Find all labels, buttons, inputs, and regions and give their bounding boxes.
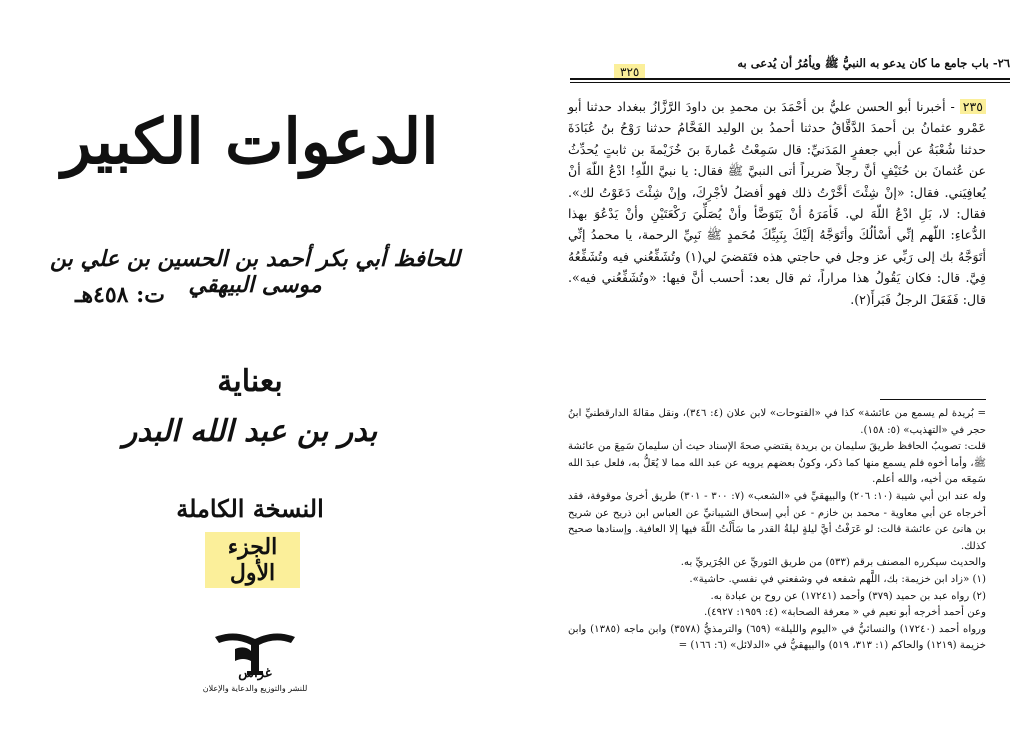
editor-name: بدر بن عبد الله البدر (122, 414, 378, 449)
footnote-item: ورواه أحمد (١٧٢٤٠) والنسائيُّ في «اليوم والليلة» (٦٥٩) والترمذيُّ (٣٥٧٨) وابن ماجه (١٣٨٥) وابن خزيمة (١٢١٩) والحاكم (١: ٣١٣، ٥١٩) والبيهقيُّ في «الدلائل» (٦: ١٦٦) = (568, 623, 986, 652)
death-year: ت: ٤٥٨هـ (75, 282, 165, 308)
footnote-divider (880, 399, 986, 400)
header-rule (570, 78, 1010, 80)
footnotes (568, 406, 986, 655)
footnote-item: (٢) رواه عبد بن حميد (٣٧٩) وأحمد (١٧٢٤١) عن روح بن عبادة به. (710, 590, 986, 602)
footnote-item: (١) «زاد ابن خزيمة: بك، اللَّهم شفعه في وشفعني في نفسي. حاشية». (689, 573, 986, 585)
author-name: للحافظ أبي بكر أحمد بن الحسين بن علي بن موسى البيهقي (50, 246, 460, 298)
header-rule-thin (570, 82, 1010, 83)
edition-label: النسخة الكاملة (176, 494, 324, 523)
footnote-item: والحديث سيكرره المصنف برقم (٥٣٣) من طريق الثوريِّ عن الجُرَيريِّ به. (680, 557, 986, 569)
footnote-item: = بُريدة لم يسمع من عائشة» كذا في «الفتوحات» لابن علان (٤: ٣٤٦)، ونقل مقالةَ الدارقطنيِّ ابنُ حجر في «التهذيب» (٥: ١٥٨). (568, 408, 986, 436)
chapter-header: ٢٦- باب جامع ما كان يدعو به النبيُّ ﷺ ويأمُرُ أن يُدعى به (737, 56, 1010, 70)
publisher-name: غراس (238, 666, 272, 681)
page-number: ٣٢٥ (614, 64, 645, 80)
hadith-text: - أخبرنا أبو الحسن عليُّ بن أحْمَدَ بن محمدِ بن داودَ الرَّزَّازُ ببغداد حدثنا أبو عَمْرو عثمانُ بن أحمدَ الدَّقَّاقُ حدثنا أحمدُ بن الوليد الفَحَّامُ حدثنا رَوْحُ بنُ عُبَادَةَ حدثنا شُعْبَةُ عن أبي جعفرٍ المَدَنيِّ: قال سَمِعْتُ عُمارةَ بنَ خُزَيْمةَ بن ثابتٍ يُحدِّثُ عن عُثمانَ بن حُنَيْفٍ أنَّ رجلاً ضريراً أتى النبيَّ ﷺ فقال: يا نبيَّ اللّهِ! ادْعُ اللّهَ أنْ يُعافِيَني. فقال: «إنْ شِئْتَ أخَّرْتُ ذلك فهو أفضلُ لأجْرِكَ، وإنْ شِئْتَ دَعَوْتُ لك». فقال: لا، بَلِ ادْعُ اللّهَ لي. فَأمَرَهُ أنْ يَتَوَضَّأ وأنْ يُصَلِّيَ رَكْعَتَيْنِ وأنْ يَدْعُوَ بهذا الدُّعاءِ: اللّهم إنِّي أسْألُكَ وأتَوَجَّهُ إلَيْكَ بِنَبِيِّكَ مُحَمدٍ ﷺ نَبِيِّ الرحمة، يا محمدُ إنِّي أتَوَجَّهُ بك إلى رَبِّي عز وجل في حاجتي هذه فتَقضيَ لي(١) وتُشَفِّعُني فيه وتُشَفِّعُهُ فِيَّ. قال: فكان يَقُولُ هذا مراراً، ثم قال بعد: أحسب أنَّ فيها: «وتُشَفِّعُني فيه». قال: فَفَعَلَ الرجلُ فَبَرأَ(٢). (568, 99, 986, 307)
footnote-item: وعن أحمد أخرجه أبو نعيم في « معرفة الصحابة» (٤: ١٩٥٩: ٤٩٢٧). (703, 607, 986, 619)
footnote-item: وله عند ابن أبي شيبة (١٠: ٢٠٦) والبيهقيِّ في «الشعب» (٧: ٣٠٠ - ٣٠١) طريق أخرىٰ موقوفة، فقد أخرجاه عن أبي معاوية - محمد بن خازم - عن أبي إسحاق الشيبانيِّ عن العباس ابن ذريح عن شريح بن هانئ عن عائشة قالت: لو عَرَفْتُ أيَّ ليلةٍ ليلةُ القدر ما سَأَلْتُ اللّهَ فيها إلا العافية. وإسنادها صحيح كذلك. (568, 490, 987, 552)
footnote-item: قلت: تصويبُ الحافظ طريقَ سليمان بن بريدة يقتضي صحةَ الإسناد حيث أن سليمانَ سَمِعَ من عائشة ﷺ، وأما أخوه فلم يسمع منها كما ذكر، وكونُ بعضهم يرويه عن عبد الله مما لا يُعَلُّ به، فلعل عبدَ الله سَمِعَه من أخيه، والله أعلم. (568, 441, 986, 486)
hadith-number: ٢٣٥ (960, 99, 986, 114)
page-header (570, 56, 1010, 78)
volume-label: الجزء الأول (205, 532, 300, 588)
care-label: بعناية (217, 364, 283, 399)
book-title: الدعوات الكبير (61, 105, 439, 178)
publisher-tagline: للنشر والتوزيع والدعاية والإعلان (202, 684, 308, 693)
hadith-body (568, 96, 986, 310)
cover-page (0, 0, 500, 744)
